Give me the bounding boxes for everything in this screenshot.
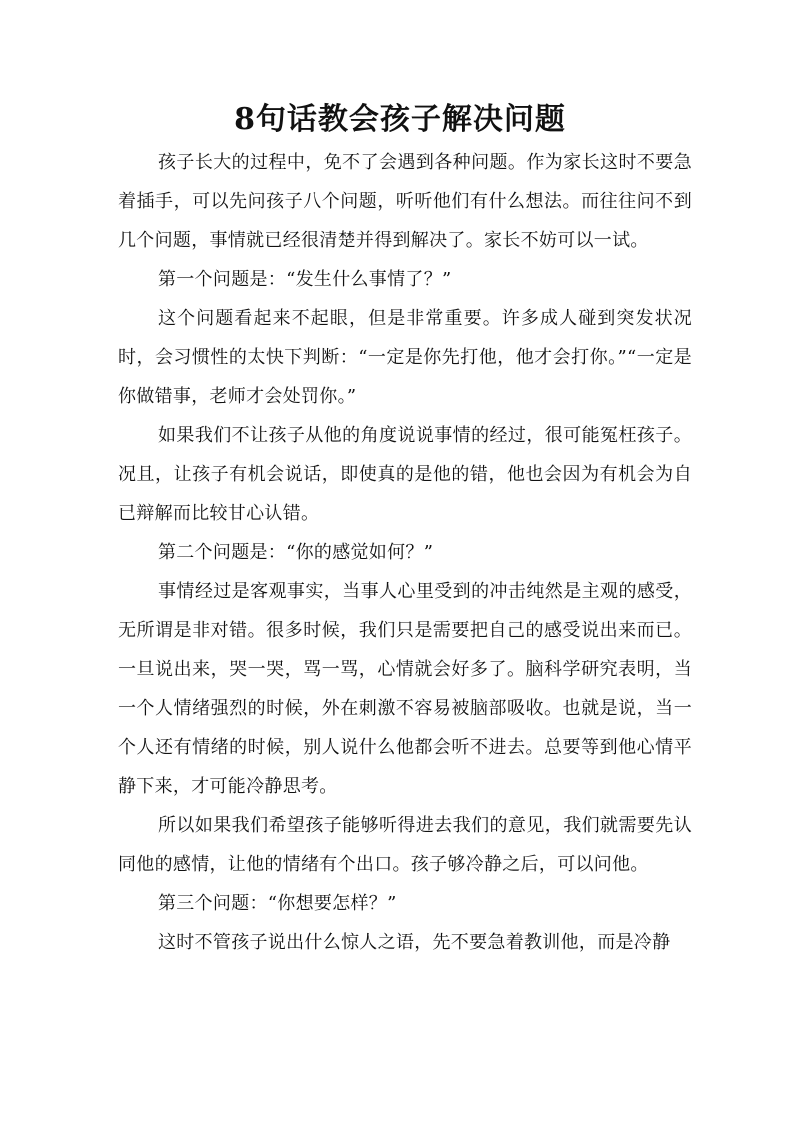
document-title: 8句话教会孩子解决问题 (234, 102, 566, 137)
paragraph-question-3-explanation: 这时不管孩子说出什么惊人之语，先不要急着教训他，而是冷静 (158, 932, 671, 953)
paragraph-question-1-explanation: 这个问题看起来不起眼，但是非常重要。许多成人碰到突发状况时，会习惯性的太快下判断：“一定是你先打他，他才会打你。”“一定是你做错事，老师才会处罚你。” (118, 308, 692, 407)
paragraph-question-3: 第三个问题：“你想要怎样？” (158, 893, 397, 914)
paragraph-intro: 孩子长大的过程中，免不了会遇到各种问题。作为家长这时不要急着插手，可以先问孩子八个问题，听听他们有什么想法。而往往问不到几个问题，事情就已经很清楚并得到解决了。家长不妨可以一试。 (118, 152, 692, 251)
paragraph-question-1: 第一个问题是：“发生什么事情了？” (158, 269, 452, 290)
document-body (118, 143, 692, 962)
paragraph-question-2: 第二个问题是：“你的感觉如何？” (158, 542, 434, 563)
paragraph-question-2-explanation: 事情经过是客观事实，当事人心里受到的冲击纯然是主观的感受，无所谓是非对错。很多时候，我们只是需要把自己的感受说出来而已。一旦说出来，哭一哭，骂一骂，心情就会好多了。脑科学研究表明，当一个人情绪强烈的时候，外在刺激不容易被脑部吸收。也就是说，当一个人还有情绪的时候，别人说什么他都会听不进去。总要等到他心情平静下来，才可能冷静思考。 (118, 581, 692, 797)
paragraph-question-2-reason: 所以如果我们希望孩子能够听得进去我们的意见，我们就需要先认同他的感情，让他的情绪有个出口。孩子够冷静之后，可以问他。 (118, 815, 692, 875)
paragraph-question-1-reason: 如果我们不让孩子从他的角度说说事情的经过，很可能冤枉孩子。况且，让孩子有机会说话，即使真的是他的错，他也会因为有机会为自已辩解而比较甘心认错。 (118, 425, 692, 524)
